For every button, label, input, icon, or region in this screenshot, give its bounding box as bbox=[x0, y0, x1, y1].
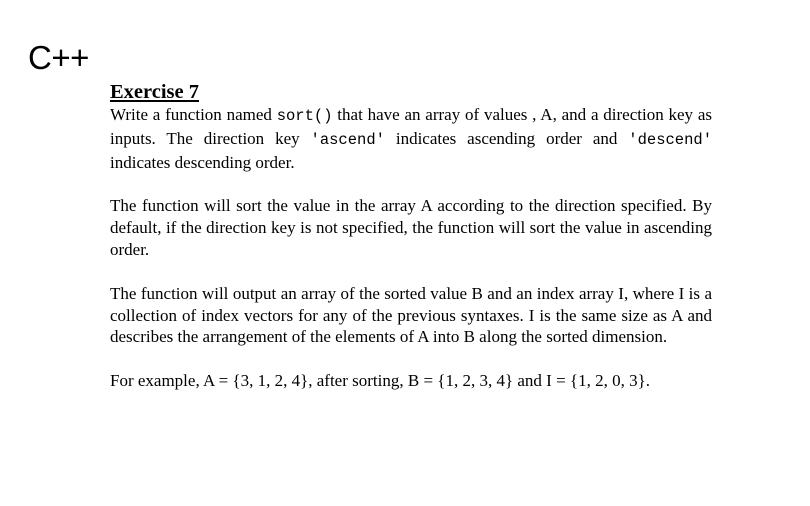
p1-text-2: that have an array of values , A, and a direction key as inputs. The direction key bbox=[110, 105, 712, 148]
paragraph-output: The function will output an array of the sorted value B and an index array I, where I is a collection of index vectors for any of the previous syntaxes. I is the same size as A and describes the arrangement of the elements of A into B along the sorted dimension. bbox=[110, 283, 712, 347]
paragraph-gap bbox=[110, 173, 712, 195]
p1-text-4: indicates descending order. bbox=[110, 152, 295, 172]
language-title: C++ bbox=[28, 39, 89, 76]
paragraph-sort-direction: The function will sort the value in the array A according to the direction specified. By default, if the direction key is not specified, the function will sort the value in ascending order. bbox=[110, 196, 712, 259]
p1-text-1: Write a function named bbox=[110, 105, 277, 124]
exercise-document bbox=[110, 80, 712, 392]
exercise-title: Exercise 7 bbox=[110, 81, 199, 103]
code-descend: 'descend' bbox=[628, 130, 713, 149]
paragraph-gap bbox=[110, 261, 712, 283]
p1-text-3: indicates ascending order and bbox=[384, 128, 629, 148]
paragraph-gap bbox=[110, 348, 712, 370]
code-sort: sort() bbox=[276, 107, 333, 125]
code-ascend: 'ascend' bbox=[310, 130, 385, 149]
paragraph-function-description bbox=[110, 104, 712, 173]
paragraph-example: For example, A = {3, 1, 2, 4}, after sorting, B = {1, 2, 3, 4} and I = {1, 2, 0, 3}. bbox=[110, 371, 650, 391]
